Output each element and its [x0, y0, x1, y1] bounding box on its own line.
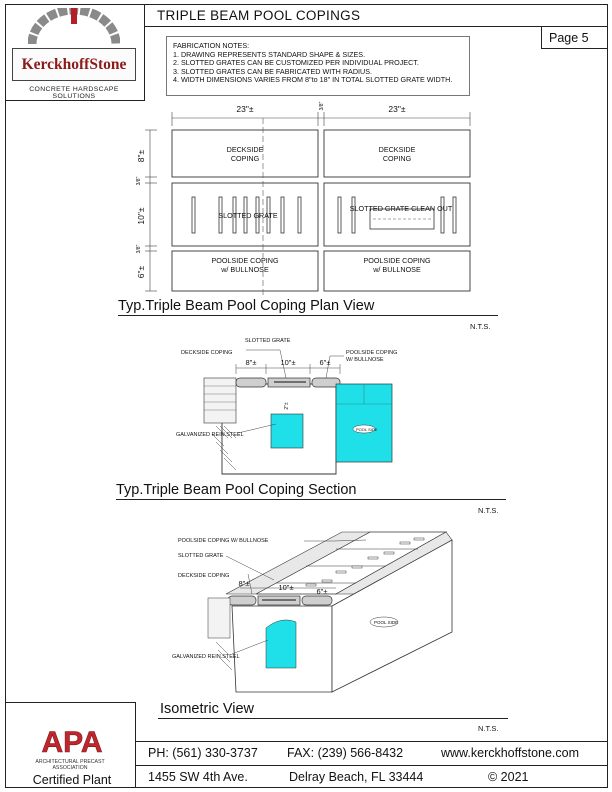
section-dim-c: 6"± [319, 358, 331, 367]
apa-logo-icon [26, 726, 118, 760]
notes-heading: FABRICATION NOTES: [173, 41, 250, 50]
iso-dim-b: 10"± [278, 583, 294, 592]
apa-line-1: ARCHITECTURAL PRECAST [35, 759, 105, 765]
drawing-title: TRIPLE BEAM POOL COPINGS [145, 4, 608, 27]
section-steel-label: GALVANIZED REIN.STEEL [176, 432, 244, 438]
brand-wordmark: KerckhoffStone [12, 48, 136, 81]
page-number: Page 5 [541, 27, 608, 49]
iso-pool-label: POOL SIDE [374, 620, 399, 625]
note-item: 4. WIDTH DIMENSIONS VARIES FROM 8"to 18" IN TOTAL SLOTTED GRATE WIDTH. [173, 75, 453, 85]
section-nts: N.T.S. [478, 506, 499, 515]
poolside-left-label-1: POOLSIDE COPING [211, 256, 279, 265]
section-deckside-label: DECKSIDE COPING [181, 350, 233, 356]
iso-dim-c: 6"± [316, 587, 328, 596]
iso-title-rule [158, 718, 508, 719]
footer-copyright: © 2021 [488, 770, 529, 784]
plan-view-title: Typ.Triple Beam Pool Coping Plan View [118, 298, 375, 314]
iso-poolside-label: POOLSIDE COPING W/ BULLNOSE [178, 538, 269, 544]
section-dim-a: 8"± [245, 358, 257, 367]
dim-gap: 3/8" [319, 101, 325, 111]
dim-right-width: 23"± [388, 104, 406, 114]
section-poolside-label-2: W/ BULLNOSE [346, 357, 384, 363]
apa-caption [14, 760, 126, 771]
section-dim-d: 2"± [284, 402, 290, 410]
footer-address: 1455 SW 4th Ave. [148, 770, 248, 784]
plan-nts: N.T.S. [470, 322, 491, 331]
section-title: Typ.Triple Beam Pool Coping Section [116, 482, 357, 498]
slotted-right-label: SLOTTED GRATE CLEAN OUT [349, 204, 453, 213]
deckside-left-label-2: COPING [230, 154, 260, 163]
slotted-left-label: SLOTTED GRATE [218, 211, 278, 220]
footer-fax: FAX: (239) 566-8432 [287, 746, 404, 760]
dim-gap-small-b: 3/8" [136, 244, 142, 254]
footer-website[interactable]: www.kerckhoffstone.com [441, 746, 580, 760]
brand-tagline: CONCRETE HARDSCAPE SOLUTIONS [29, 86, 119, 100]
note-item: 2. SLOTTED GRATES CAN BE CUSTOMIZED PER INDIVIDUAL PROJECT. [173, 58, 419, 68]
note-item: 3. SLOTTED GRATES CAN BE FABRICATED WITH RADIUS. [173, 66, 373, 76]
footer-city: Delray Beach, FL 33444 [289, 770, 424, 784]
poolside-right-label-1: POOLSIDE COPING [363, 256, 431, 265]
iso-steel-label: GALVANIZED REIN.STEEL [172, 654, 240, 660]
iso-deckside-label: DECKSIDE COPING [178, 573, 230, 579]
dim-gap-small-a: 3/8" [136, 176, 142, 186]
iso-slotted-label: SLOTTED GRATE [178, 553, 224, 559]
dim-row2: 10"± [136, 207, 146, 225]
isometric-title: Isometric View [160, 701, 255, 717]
deckside-left-label-1: DECKSIDE [226, 145, 264, 154]
footer-phone: PH: (561) 330-3737 [148, 746, 258, 760]
section-drawing [176, 334, 436, 484]
poolside-left-label-2: w/ BULLNOSE [221, 265, 269, 274]
dim-row3: 6"± [136, 265, 146, 279]
plan-title-rule [118, 315, 498, 316]
isometric-drawing [156, 522, 456, 698]
fabrication-notes [166, 36, 470, 96]
apa-line-2: ASSOCIATION [52, 764, 88, 771]
iso-nts: N.T.S. [478, 724, 499, 733]
poolside-right-label-2: w/ BULLNOSE [373, 265, 421, 274]
logo-arch-icon [28, 8, 120, 46]
svg-text:APA: APA [41, 726, 103, 759]
deckside-right-label-1: DECKSIDE [378, 145, 416, 154]
section-title-rule [116, 499, 506, 500]
section-pool-label: POOL SIDE [356, 427, 378, 432]
section-poolside-label-1: POOLSIDE COPING [346, 350, 398, 356]
certified-plant: Certified Plant [32, 773, 112, 787]
deckside-right-label-2: COPING [382, 154, 412, 163]
note-item: 1. DRAWING REPRESENTS STANDARD SHAPE & SIZES. [173, 49, 366, 59]
section-dim-b: 10"± [280, 358, 296, 367]
footer-rule-2 [136, 765, 608, 766]
dim-row1: 8"± [136, 149, 146, 163]
dim-left-width: 23"± [236, 104, 254, 114]
iso-dim-a: 8"± [238, 579, 250, 588]
plan-view-drawing [120, 98, 500, 303]
footer-rule-1 [136, 741, 608, 742]
section-slotted-label: SLOTTED GRATE [245, 338, 291, 344]
